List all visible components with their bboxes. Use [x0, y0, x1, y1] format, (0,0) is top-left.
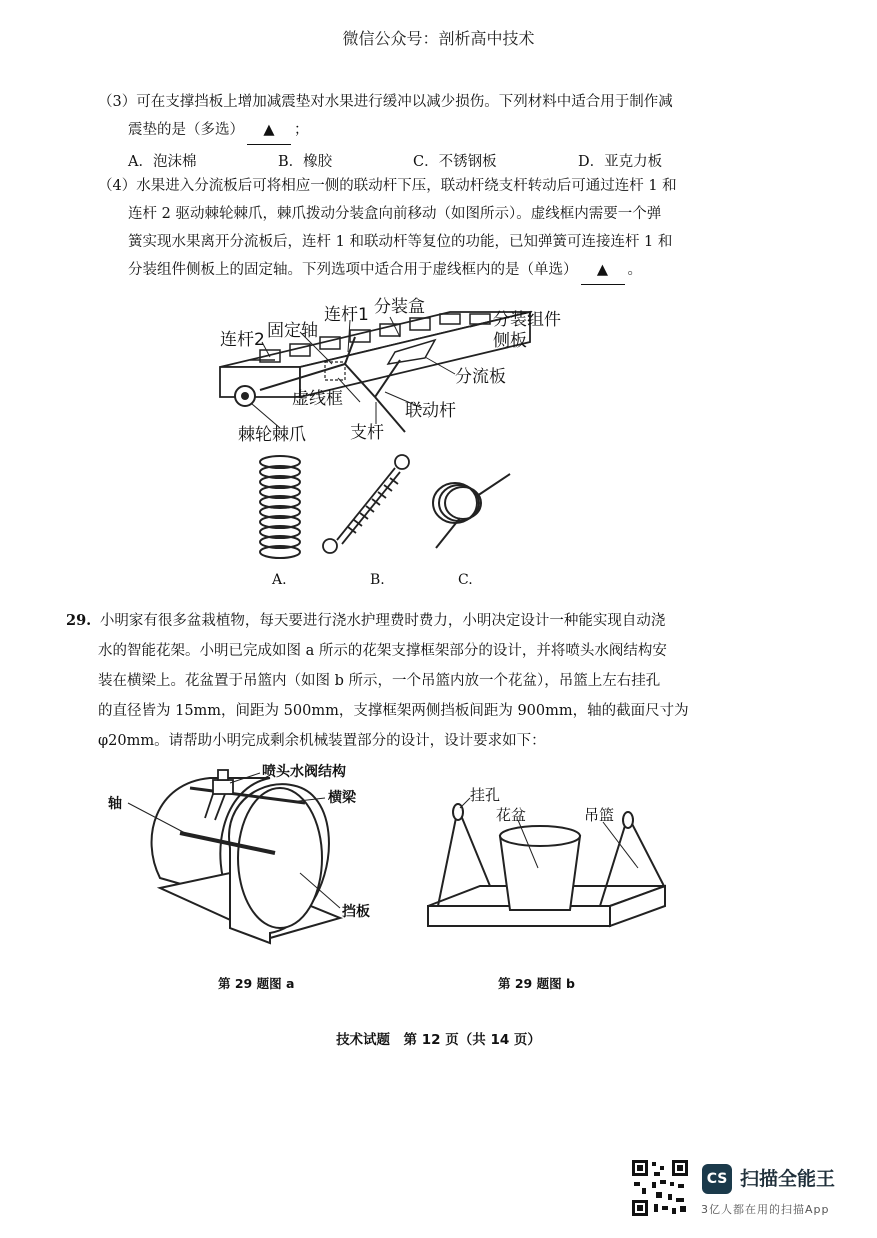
compression-spring-icon — [260, 456, 300, 558]
q4-line2: 连杆 2 驱动棘轮棘爪，棘爪拨动分装盒向前移动（如图所示）。虚线框内需要一个弹 — [128, 206, 662, 222]
q3-line1: （3）可在支撑挡板上增加减震垫对水果进行缓冲以减少损伤。下列材料中适合用于制作减 — [98, 94, 673, 110]
q3-line2-text: 震垫的是（多选） — [128, 122, 244, 138]
spring-option-b-label: B. — [370, 572, 385, 588]
q29-line2: 水的智能花架。小明已完成如图 a 所示的花架支撑框架部分的设计，并将喷头水阀结构安 — [98, 643, 667, 659]
spring-option-c-label: C. — [458, 572, 473, 588]
label-dashed-box: 虚线框 — [292, 389, 343, 409]
label-hole: 挂孔 — [470, 786, 501, 804]
label-side-plate-2: 侧板 — [493, 331, 527, 351]
q29-line1 — [66, 606, 716, 636]
q4-answer-blank: ▲ — [581, 256, 625, 285]
label-axis: 轴 — [108, 796, 122, 812]
scanner-app-name: 扫描全能王 — [740, 1168, 836, 1190]
q3-option-a: A．泡沫棉 — [128, 154, 197, 170]
q3-option-d: D．亚克力板 — [578, 154, 663, 170]
q29-line5: φ20mm。请帮助小明完成剩余机械装置部分的设计，设计要求如下： — [98, 733, 546, 749]
label-plate: 挡板 — [342, 904, 370, 920]
page-footer: 技术试题 第 12 页（共 14 页） — [336, 1032, 541, 1048]
figure-a — [100, 758, 400, 958]
q29-line3: 装在横梁上。花盆置于吊篮内（如图 b 所示，一个吊篮内放一个花盆），吊篮上左右挂孔 — [98, 673, 661, 689]
label-diverter: 分流板 — [455, 367, 506, 387]
label-beam: 横梁 — [328, 790, 356, 806]
page-header: 微信公众号：剖析高中技术 — [342, 29, 535, 48]
q4-line4 — [128, 256, 708, 285]
mechanism-figure — [200, 292, 600, 452]
label-link2: 连杆2 — [220, 330, 265, 350]
label-box: 分装盒 — [374, 297, 425, 317]
label-support: 支杆 — [350, 423, 384, 443]
q4-line4-text: 分装组件侧板上的固定轴。下列选项中适合用于虚线框内的是（单选） — [128, 262, 578, 278]
label-fixed-axis: 固定轴 — [267, 321, 318, 341]
label-side-plate-1: 分装组件 — [493, 310, 561, 330]
q4-line3: 簧实现水果离开分流板后，连杆 1 和联动杆等复位的功能，已知弹簧可连接连杆 1 和 — [128, 234, 673, 250]
q29-number: 29. — [66, 612, 92, 629]
scanner-tagline: 3亿人都在用的扫描App — [701, 1203, 830, 1216]
q4-line1: （4）水果进入分流板后可将相应一侧的联动杆下压，联动杆绕支杆转动后可通过连杆 1 和 — [98, 178, 677, 194]
label-lever: 联动杆 — [405, 401, 456, 421]
label-basket: 吊篮 — [584, 806, 615, 824]
spring-option-a-label: A. — [272, 572, 287, 588]
q3-line2-end: ； — [294, 122, 309, 138]
tension-spring-icon — [323, 455, 409, 553]
figure-b-caption: 第 29 题图 b — [498, 976, 575, 991]
camscanner-logo-icon: CS — [702, 1164, 732, 1194]
figure-b — [420, 778, 680, 938]
q4-line4-end: 。 — [627, 262, 642, 278]
q3-option-b: B．橡胶 — [278, 154, 333, 170]
q3-answer-blank: ▲ — [247, 116, 291, 145]
q29-line1-text: 小明家有很多盆栽植物，每天要进行浇水护理费时费力，小明决定设计一种能实现自动浇 — [99, 613, 666, 629]
label-ratchet: 棘轮棘爪 — [238, 425, 306, 445]
figure-a-caption: 第 29 题图 a — [218, 976, 295, 991]
label-pot: 花盆 — [496, 806, 527, 824]
q3-line2 — [128, 116, 708, 145]
label-valve: 喷头水阀结构 — [262, 764, 346, 780]
q3-option-c: C．不锈钢板 — [413, 154, 497, 170]
label-link1: 连杆1 — [324, 305, 369, 325]
torsion-spring-icon — [433, 474, 510, 548]
qr-code-icon — [630, 1158, 690, 1218]
q29-line4: 的直径皆为 15mm，间距为 500mm，支撑框架两侧挡板间距为 900mm，轴的截面尺寸为 — [98, 703, 689, 719]
